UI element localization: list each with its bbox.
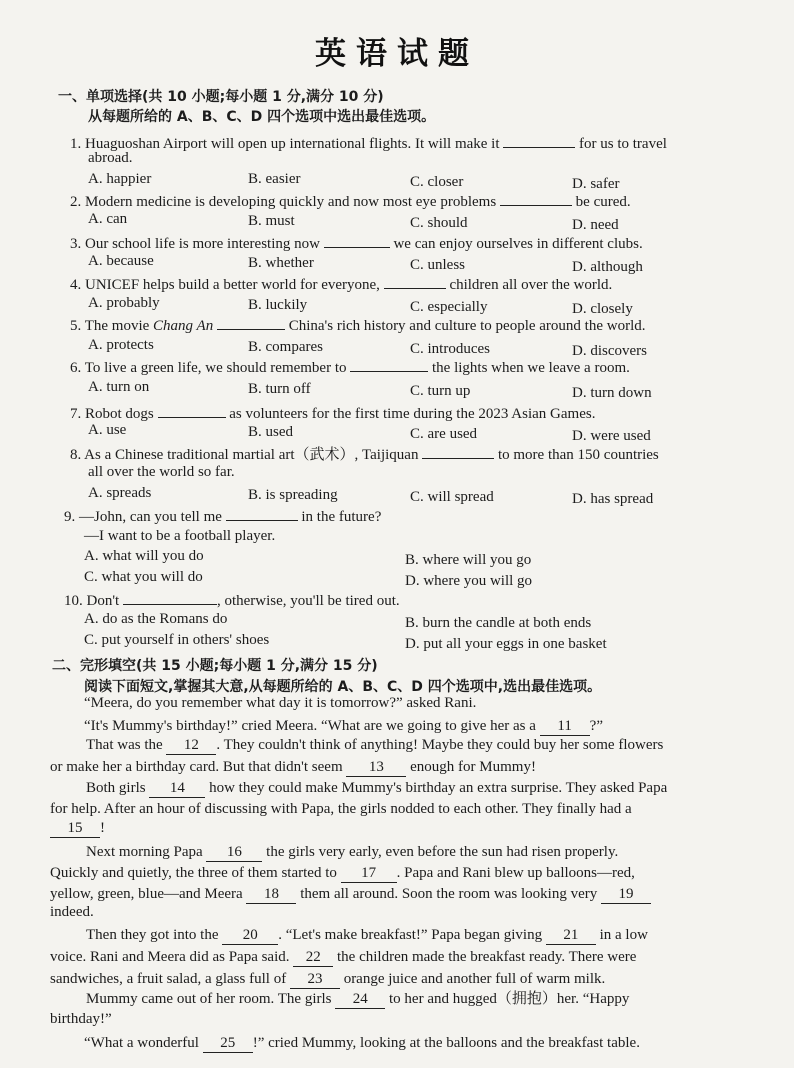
option-b: B. turn off: [248, 381, 311, 397]
option-d: D. has spread: [572, 491, 654, 507]
answer-blank: [158, 403, 226, 418]
option-a: A. what will you do: [84, 548, 204, 564]
passage-line: Quickly and quietly, the three of them started to 17 . Papa and Rani blew up balloons—red,: [50, 865, 635, 881]
question-8-cont: all over the world so far.: [88, 464, 235, 480]
option-c: C. should: [410, 215, 468, 231]
passage-line: sandwiches, a fruit salad, a glass full of 23 orange juice and another full of warm milk.: [50, 971, 606, 987]
question-2: 2. Modern medicine is developing quickly and now most eye problems be cured.: [70, 191, 631, 211]
question-9: 9. —John, can you tell me in the future?: [64, 506, 381, 526]
passage-line: “Meera, do you remember what day it is tomorrow?” asked Rani.: [84, 695, 477, 711]
option-c: C. put yourself in others' shoes: [84, 632, 270, 648]
option-b: B. used: [248, 424, 293, 440]
passage-line: birthday!”: [50, 1011, 112, 1027]
option-a: A. use: [88, 422, 127, 438]
cloze-blank-18: 18: [246, 885, 296, 904]
answer-blank: [500, 191, 572, 206]
answer-blank: [217, 315, 285, 330]
option-c: C. what you will do: [84, 569, 203, 585]
option-c: C. unless: [410, 257, 466, 273]
section2-heading: 二、完形填空(共 15 小题;每小题 1 分,满分 15 分): [52, 658, 378, 674]
passage-line: 15 !: [50, 819, 105, 838]
question-5: 5. The movie Chang An China's rich history and culture to people around the world.: [70, 315, 646, 335]
question-7: 7. Robot dogs as volunteers for the first time during the 2023 Asian Games.: [70, 403, 595, 423]
question-1-cont: abroad.: [88, 150, 133, 166]
option-b: B. must: [248, 213, 295, 229]
option-c: C. closer: [410, 174, 464, 190]
option-d: D. where you will go: [405, 573, 533, 589]
option-b: B. compares: [248, 339, 323, 355]
answer-blank: [324, 233, 390, 248]
option-c: C. are used: [410, 426, 478, 442]
passage-line: That was the 12 . They couldn't think of anything! Maybe they could buy her some flowers: [86, 737, 664, 753]
option-a: A. do as the Romans do: [84, 611, 228, 627]
option-d: D. need: [572, 217, 619, 233]
passage-line: for help. After an hour of discussing with Papa, the girls nodded to each other. They finally had a: [50, 801, 632, 817]
option-d: D. put all your eggs in one basket: [405, 636, 607, 652]
passage-line: or make her a birthday card. But that didn't seem 13 enough for Mummy!: [50, 759, 536, 775]
cloze-blank-19: 19: [601, 885, 651, 904]
option-a: A. protects: [88, 337, 154, 353]
question-6: 6. To live a green life, we should remember to the lights when we leave a room.: [70, 357, 630, 377]
passage-line: Mummy came out of her room. The girls 24 to her and hugged（拥抱）her. “Happy: [86, 991, 630, 1007]
option-b: B. easier: [248, 171, 301, 187]
answer-blank: [350, 357, 428, 372]
option-c: C. turn up: [410, 383, 471, 399]
option-b: B. where will you go: [405, 552, 532, 568]
cloze-blank-24: 24: [335, 990, 385, 1009]
option-d: D. discovers: [572, 343, 647, 359]
passage-line: “It's Mummy's birthday!” cried Meera. “What are we going to give her as a 11 ?”: [84, 718, 603, 734]
option-d: D. were used: [572, 428, 651, 444]
answer-blank: [384, 274, 446, 289]
option-a: A. spreads: [88, 485, 152, 501]
cloze-blank-21: 21: [546, 926, 596, 945]
option-b: B. whether: [248, 255, 314, 271]
question-8: 8. As a Chinese traditional martial art（武术）, Taijiquan to more than 150 countries: [70, 444, 659, 464]
option-a: A. because: [88, 253, 154, 269]
cloze-blank-23: 23: [290, 970, 340, 989]
passage-line: Next morning Papa 16 the girls very early, even before the sun had risen properly.: [86, 844, 619, 860]
option-d: D. safer: [572, 176, 620, 192]
passage-line: “What a wonderful 25 !” cried Mummy, looking at the balloons and the breakfast table.: [84, 1035, 640, 1051]
option-c: C. introduces: [410, 341, 490, 357]
question-4: 4. UNICEF helps build a better world for everyone, children all over the world.: [70, 274, 612, 294]
answer-blank: [422, 444, 494, 459]
cloze-blank-14: 14: [149, 779, 205, 798]
option-b: B. is spreading: [248, 487, 338, 503]
question-9-reply: —I want to be a football player.: [84, 528, 276, 544]
passage-line: voice. Rani and Meera did as Papa said. 22 the children made the breakfast ready. There were: [50, 949, 637, 965]
option-a: A. turn on: [88, 379, 150, 395]
section2-instruction: 阅读下面短文,掌握其大意,从每题所给的 A、B、C、D 四个选项中,选出最佳选项。: [84, 679, 602, 695]
question-1: 1. Huaguoshan Airport will open up international flights. It will make it for us to travel: [70, 133, 667, 153]
cloze-blank-15: 15: [50, 819, 100, 838]
cloze-blank-16: 16: [206, 843, 262, 862]
passage-line: yellow, green, blue—and Meera 18 them all around. Soon the room was looking very 19: [50, 885, 651, 904]
option-b: B. luckily: [248, 297, 308, 313]
cloze-blank-12: 12: [166, 736, 216, 755]
section1-instruction: 从每题所给的 A、B、C、D 四个选项中选出最佳选项。: [88, 109, 436, 125]
passage-line: Both girls 14 how they could make Mummy's birthday an extra surprise. They asked Papa: [86, 780, 668, 796]
option-a: A. probably: [88, 295, 160, 311]
page-title: 英语试题: [315, 36, 479, 72]
section1-heading: 一、单项选择(共 10 小题;每小题 1 分,满分 10 分): [58, 89, 384, 105]
option-a: A. can: [88, 211, 128, 227]
option-c: C. will spread: [410, 489, 494, 505]
cloze-blank-17: 17: [341, 864, 397, 883]
cloze-blank-13: 13: [346, 758, 406, 777]
option-d: D. although: [572, 259, 643, 275]
question-3: 3. Our school life is more interesting now we can enjoy ourselves in different clubs.: [70, 233, 643, 253]
answer-blank: [503, 133, 575, 148]
passage-line: indeed.: [50, 904, 94, 920]
cloze-blank-25: 25: [203, 1034, 253, 1053]
option-d: D. turn down: [572, 385, 652, 401]
option-a: A. happier: [88, 171, 152, 187]
passage-line: Then they got into the 20 . “Let's make breakfast!” Papa began giving 21 in a low: [86, 927, 648, 943]
cloze-blank-20: 20: [222, 926, 278, 945]
answer-blank: [226, 506, 298, 521]
option-d: D. closely: [572, 301, 633, 317]
question-10: 10. Don't , otherwise, you'll be tired out.: [64, 590, 400, 610]
answer-blank: [123, 590, 217, 605]
cloze-blank-11: 11: [540, 717, 590, 736]
cloze-blank-22: 22: [293, 948, 333, 967]
option-b: B. burn the candle at both ends: [405, 615, 592, 631]
option-c: C. especially: [410, 299, 488, 315]
